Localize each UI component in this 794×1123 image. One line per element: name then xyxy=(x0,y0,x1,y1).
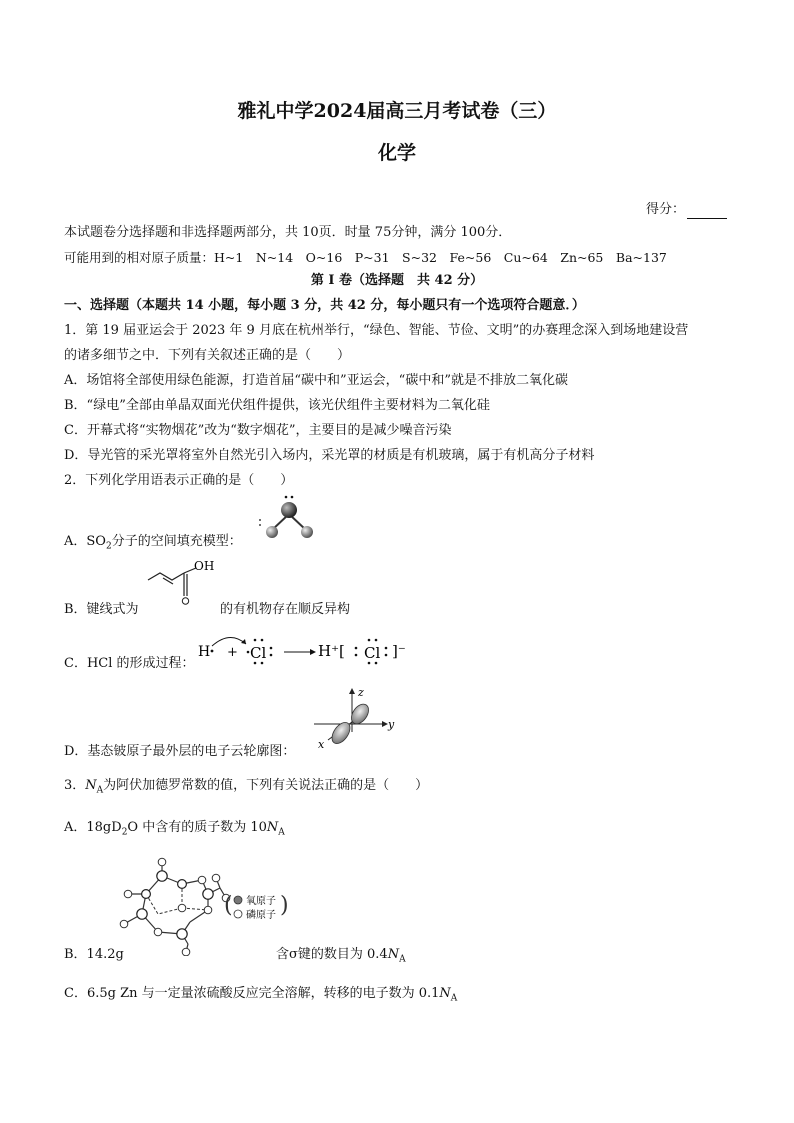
q3-b-na: N xyxy=(387,947,400,962)
axis-z-label: z xyxy=(358,686,364,699)
q2-a-suffix: 分子的空间填充模型： xyxy=(111,534,242,549)
q2-option-b-suffix: 的有机物存在顺反异构 xyxy=(220,602,351,617)
q2-a-prefix: A． xyxy=(64,534,87,549)
legend-oxygen: 氧原子 xyxy=(246,896,276,907)
svg-text:(: ( xyxy=(224,893,233,918)
q3-c-na: N xyxy=(439,986,451,1001)
q3-a-na-sub: A xyxy=(278,827,285,838)
q1-option-a: A．场馆将全部使用绿色能源，打造首届“碳中和”亚运会，“碳中和”就是不排放二氧化碳 xyxy=(64,373,568,388)
q3-na-sub: A xyxy=(96,785,104,796)
q3-option-b-prefix: B．14.2g xyxy=(64,947,124,962)
score-field xyxy=(646,201,727,219)
bracket-minus: ]⁻ xyxy=(392,642,406,660)
h-atom: H xyxy=(198,644,211,660)
q1-stem-line1: 1．第 19 届亚运会于 2023 年 9 月底在杭州举行，“绿色、智能、节俭、文明”的办赛理念深入到场地建设营 xyxy=(64,323,689,338)
cl-atom: Cl xyxy=(250,644,267,662)
q3-b-text: 含σ键的数目为 0.4 xyxy=(276,947,388,962)
score-blank xyxy=(687,206,727,219)
q3-a-text1: A．18gD xyxy=(64,820,122,835)
axis-x-label: x xyxy=(318,738,325,751)
q3-c-na-sub: A xyxy=(450,993,458,1004)
q2-option-d-prefix: D．基态铍原子最外层的电子云轮廓图： xyxy=(64,744,296,759)
intro-line-1: 本试题卷分选择题和非选择题两部分，共 10页．时量 75分钟，满分 100分． xyxy=(64,225,512,240)
legend-phosphorus: 磷原子 xyxy=(246,910,276,921)
cl-ion: Cl xyxy=(364,644,381,662)
q3-option-c xyxy=(64,985,457,1008)
q2-option-b-prefix: B．键线式为 xyxy=(64,602,139,617)
q3-a-sub: 2 xyxy=(121,827,128,838)
q3-na: N xyxy=(85,778,97,793)
section-heading: 一、选择题（本题共 14 小题，每小题 3 分，共 42 分，每小题只有一个选项符合题意．） xyxy=(64,298,585,313)
q3-option-a xyxy=(64,819,285,842)
q2-a-formula: SO xyxy=(86,534,106,549)
intro-line-2: 可能用到的相对原子质量：H~1 N~14 O~16 P~31 S~32 Fe~56 Cu~64 Zn~65 Ba~137 xyxy=(64,250,667,265)
q3-stem xyxy=(64,777,428,800)
q2-stem: 2．下列化学用语表示正确的是（ ） xyxy=(64,473,294,488)
part-title: 第 I 卷（选择题 共 42 分） xyxy=(310,273,484,288)
exam-title: 雅礼中学2024届高三月考试卷（三） xyxy=(237,100,557,122)
q2-option-a xyxy=(64,533,242,556)
q1-option-b: B．“绿电”全部由单晶双面光伏组件提供，该光伏组件主要材料为二氧化硅 xyxy=(64,398,490,413)
q1-stem-line2: 的诸多细节之中．下列有关叙述正确的是（ ） xyxy=(64,348,351,363)
axis-y-label: y xyxy=(388,718,395,731)
svg-text:): ) xyxy=(280,893,289,918)
plus-sign: + xyxy=(227,645,238,660)
oh-label: OH xyxy=(194,559,215,573)
score-label: 得分： xyxy=(646,202,686,217)
hcl-formation-diagram xyxy=(192,628,422,668)
q3-stem-text: 为阿伏加德罗常数的值，下列有关说法正确的是（ ） xyxy=(103,778,429,793)
subject-title: 化学 xyxy=(377,142,416,164)
q3-option-b-suffix xyxy=(276,946,406,969)
h-plus-bracket: H⁺[ xyxy=(318,642,345,660)
q1-option-c: C．开幕式将“实物烟花”改为“数字烟花”，主要目的是减少噪音污染 xyxy=(64,423,452,438)
skeletal-formula xyxy=(144,556,224,612)
electron-cloud-diagram xyxy=(308,684,400,756)
q1-option-d: D．导光管的采光罩将室外自然光引入场内，采光罩的材质是有机玻璃，属于有机高分子材料 xyxy=(64,448,595,463)
q3-number: 3． xyxy=(64,778,86,793)
q3-a-text2: O 中含有的质子数为 10 xyxy=(127,820,267,835)
so2-space-filling-model xyxy=(256,494,320,546)
q3-b-na-sub: A xyxy=(399,954,406,965)
q3-c-text: C．6.5g Zn 与一定量浓硫酸反应完全溶解，转移的电子数为 0.1 xyxy=(64,986,440,1001)
p4o10-structure xyxy=(112,852,292,956)
q2-a-sub: 2 xyxy=(105,541,112,552)
q3-a-na: N xyxy=(266,820,279,835)
q2-option-c-prefix: C．HCl 的形成过程： xyxy=(64,656,195,671)
